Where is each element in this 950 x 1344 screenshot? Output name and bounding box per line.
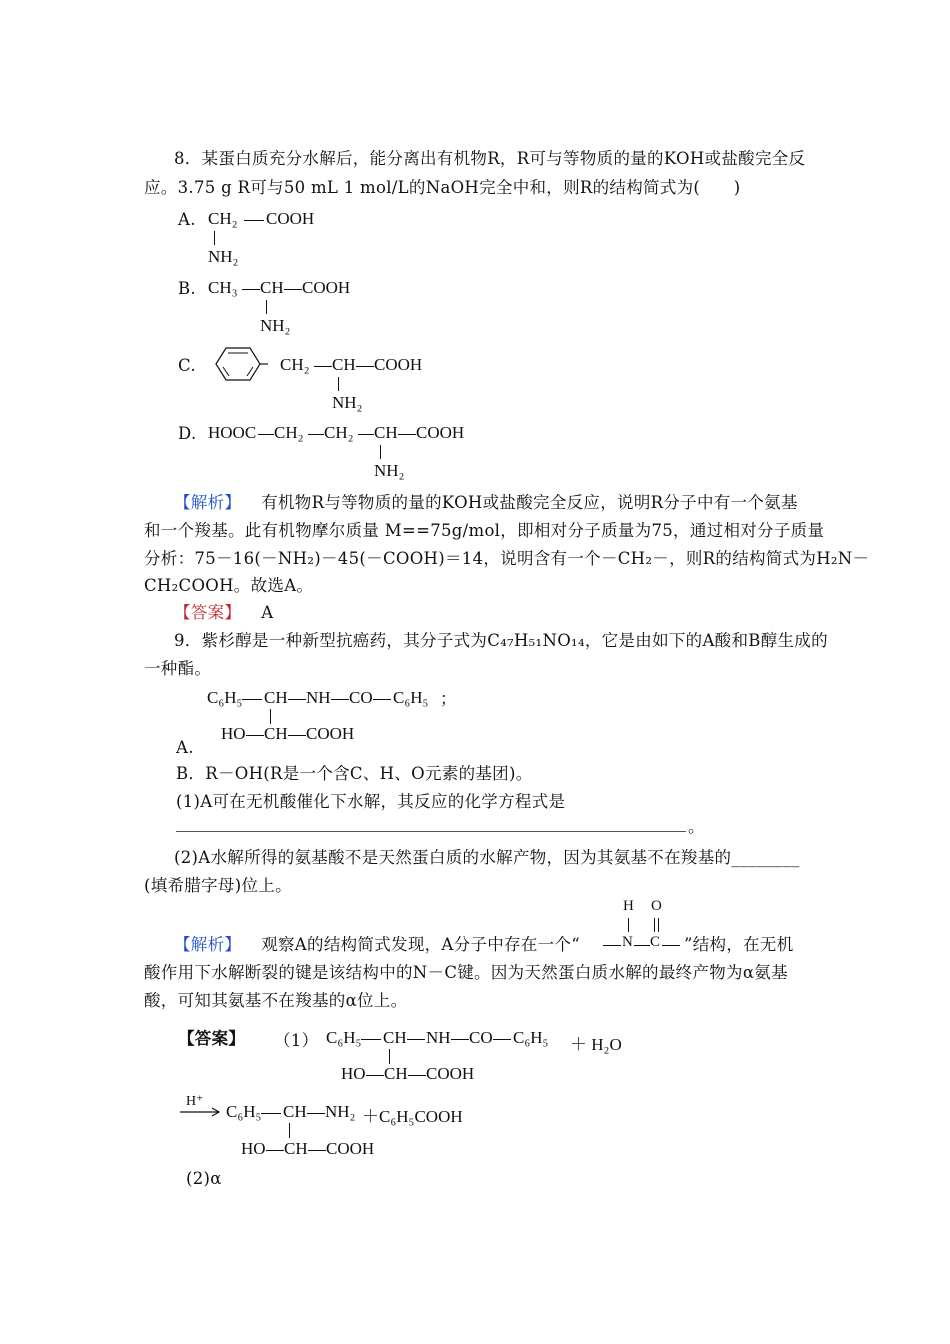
bond	[246, 735, 264, 736]
q8-line-1: 8．某蛋白质充分水解后，能分离出有机物R，R可与等物质的量的KOH或盐酸完全反	[174, 149, 806, 168]
q9-analysis-line-1	[174, 934, 580, 956]
q8-line-2: 应。3.75 g R可与50 mL 1 mol/L的NaOH完全中和，则R的结构简式为( )	[144, 178, 741, 197]
bond	[261, 1113, 281, 1114]
bond	[288, 735, 306, 736]
bond	[266, 1150, 284, 1151]
q9-analysis-line-2: 酸作用下水解断裂的键是该结构中的N－C键。因为天然蛋白质水解的最终产物为α氨基	[144, 963, 788, 982]
eq-c6h5-1: C₆H₅	[326, 1028, 362, 1047]
q9-sub-2-line-2: (填希腊字母)位上。	[144, 876, 292, 895]
bond	[331, 699, 349, 700]
prod-ho: HO	[241, 1139, 266, 1158]
prod-nh2: NH₂	[325, 1102, 356, 1121]
bond	[258, 434, 274, 435]
q8-c-ch: CH	[332, 355, 356, 374]
q9-line-2: 一种酯。	[144, 659, 212, 678]
bond	[358, 434, 374, 435]
q8-option-c-label: C.	[178, 356, 196, 375]
bond	[628, 918, 629, 932]
q8-analysis-line-2: 和一个羧基。此有机物摩尔质量 M==75g/mol，即相对分子质量为75，通过相对分子质量	[144, 521, 825, 540]
bond	[407, 1039, 425, 1040]
amide-n: N	[622, 934, 633, 950]
bond	[244, 220, 264, 221]
q8-a-ch2: CH₂	[208, 209, 238, 228]
bond	[634, 945, 650, 946]
reaction-arrow-icon	[180, 1107, 222, 1117]
q8-analysis-line-3: 分析：75－16(－NH₂)－45(－COOH)＝14，说明含有一个－CH₂－，则R的结构简式为H₂N－	[144, 549, 870, 568]
bond	[493, 1039, 511, 1040]
q9-analysis-line-3: 酸，可知其氨基不在羧基的α位上。	[144, 991, 408, 1010]
q8-c-cooh: COOH	[374, 355, 423, 374]
q8-option-b-label: B.	[178, 279, 196, 298]
q8-analysis-line-4: CH₂COOH。故选A。	[144, 576, 314, 595]
q9-a-co: CO	[349, 688, 373, 707]
q8-c-ch2: CH₂	[280, 355, 310, 374]
q9-sub-2-line-1: (2)A水解所得的氨基酸不是天然蛋白质的水解产物，因为其氨基不在羧基的________	[174, 848, 800, 867]
q8-option-a-label: A.	[178, 210, 196, 229]
bond	[242, 289, 260, 290]
q8-a-nh2: NH₂	[208, 247, 239, 266]
q8-b-ch3: CH₃	[208, 278, 238, 297]
eq-ch-1: CH	[383, 1028, 407, 1047]
eq-c6h5-2: C₆H₅	[513, 1028, 549, 1047]
q8-d-hooc: HOOC	[208, 423, 257, 442]
amide-o: O	[651, 898, 662, 914]
prod-ch-2: CH	[284, 1139, 308, 1158]
analysis-tag: 【解析】	[174, 935, 242, 954]
eq-plus-water: ＋ H₂O	[570, 1035, 622, 1054]
eq-cooh-1: COOH	[426, 1064, 475, 1083]
q8-d-ch2-b: CH₂	[324, 423, 354, 442]
q8-analysis-text-1: 有机物R与等物质的量的KOH或盐酸完全反应，说明R分子中有一个氨基	[261, 493, 798, 512]
q8-analysis	[174, 492, 798, 514]
q8-d-ch2-a: CH₂	[274, 423, 304, 442]
eq-co: CO	[469, 1028, 493, 1047]
bond	[308, 434, 324, 435]
bond	[366, 1075, 384, 1076]
q8-a-cooh: COOH	[266, 209, 315, 228]
bond	[288, 699, 306, 700]
q9-answer-2: (2)α	[186, 1169, 222, 1188]
q9-option-a-label: A.	[176, 738, 194, 757]
bond	[658, 918, 659, 932]
bond	[451, 1039, 469, 1040]
q9-analysis-text-1b: ”结构，在无机	[684, 935, 794, 954]
bond	[398, 434, 416, 435]
bond	[289, 1123, 290, 1138]
bond	[654, 918, 655, 932]
q8-c-nh2: NH₂	[332, 393, 363, 412]
q9-answer-1-label: （1）	[274, 1031, 319, 1050]
q9-line-1: 9．紫杉醇是一种新型抗癌药，其分子式为C₄₇H₅₁NO₁₄，它是由如下的A酸和B醇生成的	[174, 631, 828, 650]
bond	[270, 709, 271, 724]
q8-d-nh2: NH₂	[374, 461, 405, 480]
q8-b-cooh: COOH	[302, 278, 351, 297]
bond	[338, 377, 339, 391]
prod-cooh: COOH	[326, 1139, 375, 1158]
bond	[356, 366, 374, 367]
bond	[373, 699, 391, 700]
catalyst-label: H⁺	[186, 1094, 204, 1109]
q9-a-c6h5-1: C₆H₅	[207, 688, 243, 707]
q8-d-cooh: COOH	[416, 423, 465, 442]
q9-a-ch-1: CH	[264, 688, 288, 707]
q9-a-ch-2: CH	[264, 724, 288, 743]
q9-option-b: B．R－OH(R是一个含C、H、O元素的基团)。	[176, 764, 533, 783]
q9-a-nh: NH	[306, 688, 331, 707]
eq-ch-2: CH	[384, 1064, 408, 1083]
bond	[284, 289, 302, 290]
q9-a-ho: HO	[221, 724, 246, 743]
bond	[314, 366, 332, 367]
q9-a-c6h5-2: C₆H₅	[393, 688, 429, 707]
bond	[408, 1075, 426, 1076]
bond	[214, 231, 215, 245]
q8-option-d-label: D.	[178, 424, 197, 443]
q9-analysis-text-1a: 观察A的结构简式发现，A分子中存在一个“	[261, 935, 580, 954]
prod-c6h5: C₆H₅	[226, 1102, 262, 1121]
bond	[361, 1039, 381, 1040]
analysis-tag: 【解析】	[174, 493, 242, 512]
benzene-ring-icon	[206, 346, 268, 382]
q8-d-ch: CH	[374, 423, 398, 442]
bond	[307, 1113, 325, 1114]
q9-sub-1: (1)A可在无机酸催化下水解，其反应的化学方程式是	[176, 792, 566, 811]
bond	[389, 1049, 390, 1064]
eq-nh: NH	[426, 1028, 451, 1047]
q9-sub-1-end: 。	[688, 817, 705, 836]
q8-b-ch: CH	[260, 278, 284, 297]
q9-answer-tag: 【答案】	[178, 1029, 246, 1048]
q9-a-semicolon: ；	[440, 689, 457, 708]
bond	[380, 445, 381, 459]
q8-answer-value: A	[261, 603, 274, 622]
bond	[242, 699, 262, 700]
amide-c: C	[650, 934, 661, 950]
bond	[662, 945, 680, 946]
amide-h: H	[623, 898, 634, 914]
q9-a-cooh: COOH	[306, 724, 355, 743]
answer-blank	[176, 831, 686, 832]
bond	[603, 945, 621, 946]
answer-tag: 【答案】	[174, 603, 242, 622]
prod-ch-1: CH	[283, 1102, 307, 1121]
q8-b-nh2: NH₂	[260, 316, 291, 335]
bond	[266, 300, 267, 314]
eq-ho-1: HO	[341, 1064, 366, 1083]
q8-answer	[174, 602, 273, 624]
bond	[308, 1150, 326, 1151]
prod-benzoic-acid: ＋C₆H₅COOH	[362, 1107, 463, 1126]
